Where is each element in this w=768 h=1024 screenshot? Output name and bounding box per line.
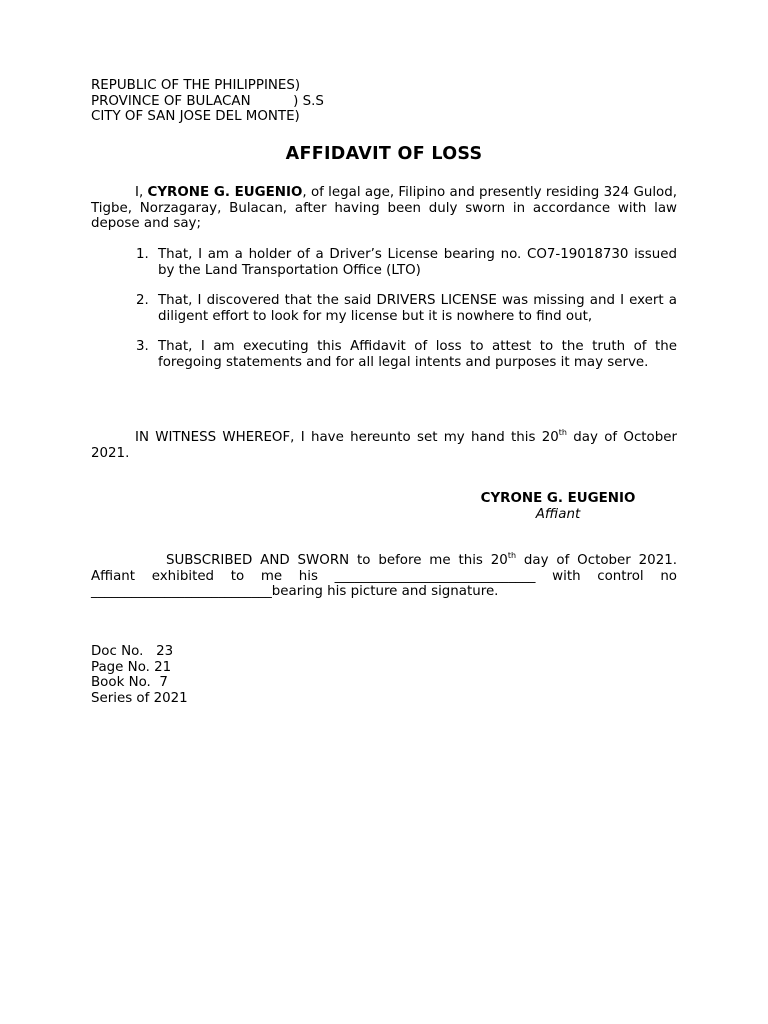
statement-list bbox=[136, 247, 677, 386]
statement-text: That, I am executing this Affidavit of loss to attest to the truth of the foregoing statements and for all legal intents and purposes it may serve. bbox=[158, 339, 677, 370]
statement-number: 2. bbox=[136, 293, 149, 309]
series-year: Series of 2021 bbox=[91, 690, 188, 706]
document-title: AFFIDAVIT OF LOSS bbox=[285, 144, 483, 164]
notarial-register bbox=[91, 644, 677, 706]
caption-city: CITY OF SAN JOSE DEL MONTE) bbox=[91, 109, 300, 125]
statement-item bbox=[136, 339, 677, 370]
subscribed-paragraph bbox=[91, 553, 677, 600]
doc-number: Doc No. 23 bbox=[91, 644, 174, 659]
subscribed-ordinal: th bbox=[507, 551, 517, 560]
subscribed-rest: day of October 2021. Affiant exhibited to me his ______________________________ with control no ___________________________bearing his picture and signature. bbox=[91, 553, 677, 600]
statement-number: 1. bbox=[136, 247, 149, 262]
signature-block bbox=[440, 491, 676, 522]
witness-text: IN WITNESS WHEREOF, I have hereunto set my hand this 20 bbox=[135, 430, 559, 445]
statement-item bbox=[136, 247, 677, 278]
statement-text: That, I am a holder of a Driver’s License bearing no. CO7-19018730 issued by the Land Transportation Office (LTO) bbox=[158, 247, 677, 278]
intro-prefix: I, bbox=[135, 185, 148, 200]
signature-role: Affiant bbox=[535, 506, 581, 522]
page-number: Page No. 21 bbox=[91, 659, 172, 675]
statement-item bbox=[136, 293, 677, 324]
venue-caption bbox=[91, 78, 677, 125]
caption-province: PROVINCE OF BULACAN ) S.S bbox=[91, 93, 324, 109]
intro-text: , of legal age, Filipino and presently residing 324 Gulod, Tigbe, Norzagaray, Bulacan, after having been duly sworn in accordance with law depose and say; bbox=[91, 185, 677, 232]
statement-number: 3. bbox=[136, 339, 149, 355]
affiant-name: CYRONE G. EUGENIO bbox=[147, 185, 303, 200]
caption-republic: REPUBLIC OF THE PHILIPPINES) bbox=[91, 78, 301, 93]
signature-name: CYRONE G. EUGENIO bbox=[480, 491, 636, 506]
subscribed-text: SUBSCRIBED AND SWORN to before me this 20 bbox=[166, 553, 508, 568]
intro-paragraph bbox=[91, 185, 677, 232]
witness-date: day of October 2021. bbox=[91, 430, 677, 461]
witness-paragraph bbox=[91, 430, 677, 461]
statement-text: That, I discovered that the said DRIVERS LICENSE was missing and I exert a diligent effort to look for my license but it is nowhere to find out, bbox=[158, 293, 677, 324]
book-number: Book No. 7 bbox=[91, 675, 168, 691]
witness-ordinal: th bbox=[558, 428, 567, 437]
